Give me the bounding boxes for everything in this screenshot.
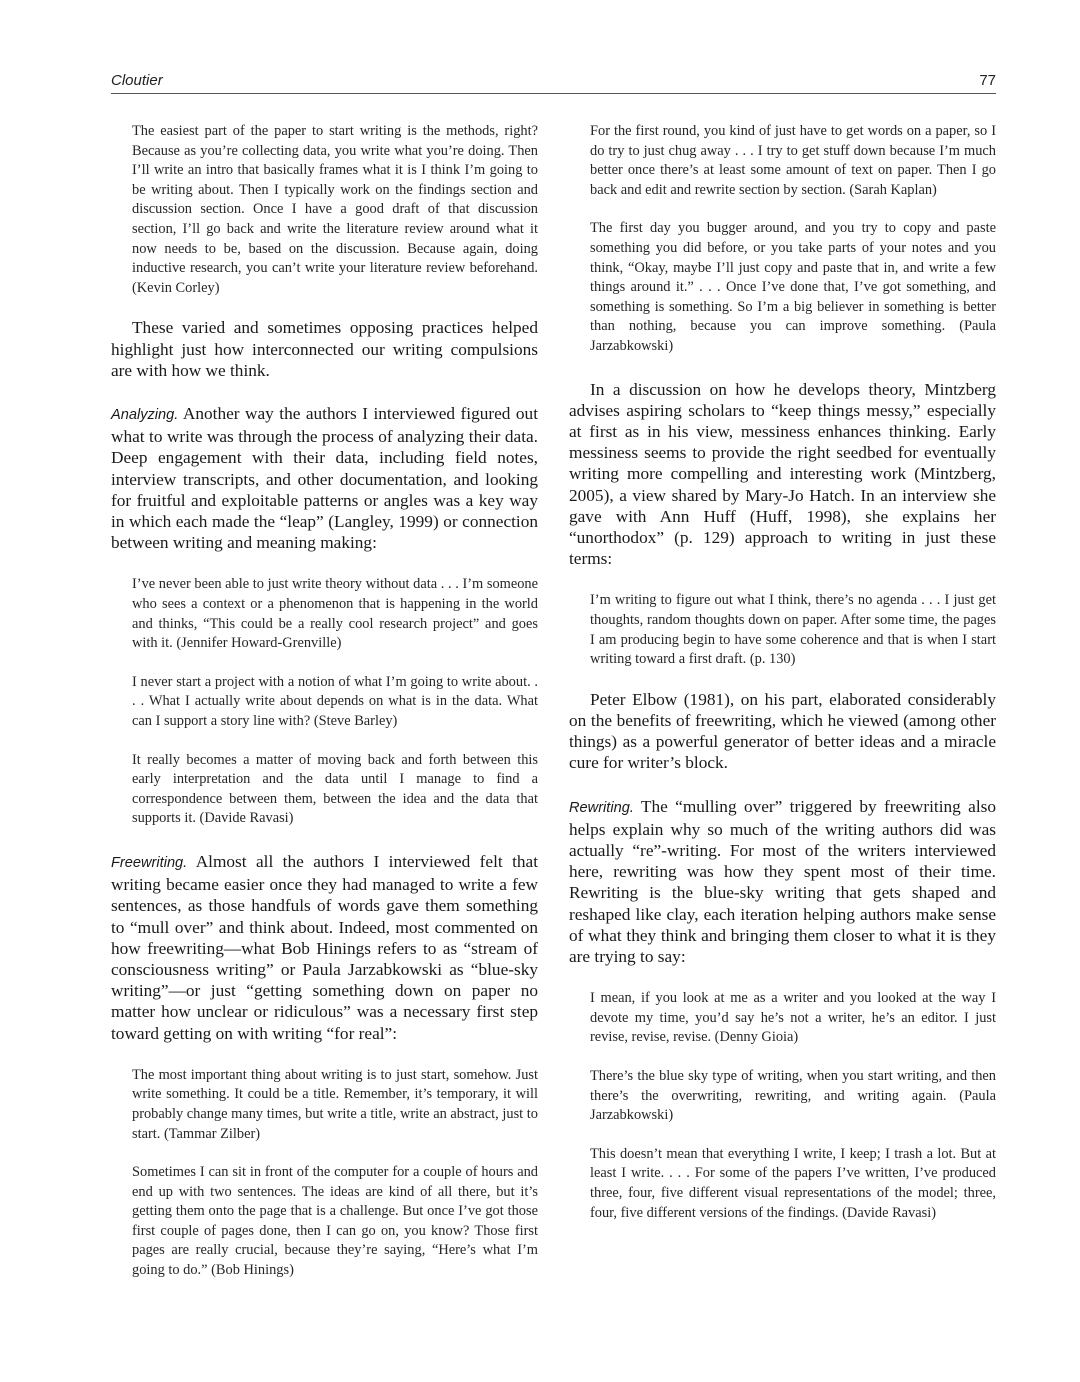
body-paragraph-elbow: Peter Elbow (1981), on his part, elaborated considerably on the benefits of freewriting, which he viewed (among other things) as a powerful generator of better ideas and a miracle cure for writer’s block. [569,689,996,773]
block-quote-ravasi-2: This doesn’t mean that everything I write, I keep; I trash a lot. But at least I write. . . . For some of the papers I’ve written, I’ve produced three, four, five different visual representations of the model; three, four, five different versions of the findings. (Davide Ravasi) [590,1145,996,1221]
block-quote-jarzabkowski-2: There’s the blue sky type of writing, when you start writing, and then there’s the overwriting, rewriting, and writing again. (Paula Jarzabkowski) [590,1067,996,1124]
body-paragraph-rewriting: The “mulling over” triggered by freewriting also helps explain why so much of the writing authors did was actually “re”-writing. For most of the writers interviewed here, rewriting was how they spent most of their time. Rewriting is the blue-sky writing that gets shaped and reshaped like clay, each iteration helping authors make sense of what they think and bringing them closer to what it is they are trying to say: [569,796,996,966]
block-quote-gioia: I mean, if you look at me as a writer and you looked at the way I devote my time, you’d say he’s not a writer, he’s an editor. I just revise, revise, revise. (Denny Gioia) [590,990,996,1046]
runin-heading-analyzing: Analyzing. [111,406,179,423]
section-analyzing [111,403,538,553]
body-paragraph-analyzing: Another way the authors I interviewed figured out what to write was through the process of analyzing their data. Deep engagement with their data, including field notes, interview transcripts, and other documentation, and looking for fruitful and exploitable patterns or angles was a key way in which each made the “leap” (Langley, 1999) or connection between writing and meaning making: [111,403,538,553]
block-quote-corley: The easiest part of the paper to start writing is the methods, right? Because as you’re collecting data, you write what you’re doing. Then I’ll write an intro that basically frames what it is I think I’m going to be writing about. Then I typically work on the findings section and discussion section. Once I have a good draft of that discussion section, I’ll go back and write the literature review around what it now needs to be, based on the discussion. Because again, doing inductive research, you can’t write your literature review beforehand. (Kevin Corley) [132,123,538,296]
body-paragraph-practices: These varied and sometimes opposing practices helped highlight just how interconnected our writing compulsions are with how we think. [111,318,538,380]
block-quote-hatch: I’m writing to figure out what I think, there’s no agenda . . . I just get thoughts, random thoughts down on paper. After some time, the pages I am producing begin to have some coherence and that is when I start writing toward a first draft. (p. 130) [590,592,996,668]
body-paragraph-freewriting: Almost all the authors I interviewed felt that writing became easier once they had managed to write a few sentences, as those handfuls of words gave them something to “mull over” and think about. Indeed, most commented on how freewriting—what Bob Hinings refers to as “stream of consciousness writing” or Paula Jarzabkowski as “blue-sky writing”—or just “getting something down on paper no matter how unclear or ridiculous” was a necessary first step toward getting on with writing “for real”: [111,851,538,1043]
page-number: 77 [979,72,996,89]
block-quote-hinings: Sometimes I can sit in front of the computer for a couple of hours and end up with two sentences. The ideas are kind of all there, but it’s getting them onto the page that is a challenge. But once I’ve got those first couple of pages done, then I can go on, you know? Those first pages are really crucial, because they’re saying, “Here’s what I’m going to do.” (Bob Hinings) [132,1164,538,1279]
left-column [111,122,538,1281]
section-freewriting [111,851,538,1044]
right-column [569,122,996,1223]
running-header [111,70,996,94]
block-quote-ravasi-1: It really becomes a matter of moving back and forth between this early interpretation and the data until I manage to find a correspondence between them, between the idea and the data that supports it. (Davide Ravasi) [132,751,538,827]
runin-heading-freewriting: Freewriting. [111,854,188,871]
body-paragraph-mintzberg: In a discussion on how he develops theory, Mintzberg advises aspiring scholars to “keep things messy,” especially at first as in his view, messiness enhances thinking. Early messiness seems to provide the right seedbed for eventually writing more compelling and interesting work (Mintzberg, 2005), a view shared by Mary-Jo Hatch. In an interview she gave with Ann Huff (Huff, 1998), she explains her “unorthodox” (p. 129) approach to writing in just these terms: [569,379,996,569]
runin-heading-rewriting: Rewriting. [569,799,634,816]
block-quote-kaplan: For the first round, you kind of just have to get words on a paper, so I do try to just chug away . . . I try to get stuff down because I’m much better once there’s at least some amount of text on paper. Then I go back and edit and rewrite section by section. (Sarah Kaplan) [590,123,996,198]
block-quote-howard-grenville: I’ve never been able to just write theory without data . . . I’m someone who sees a context or a phenomenon that is happening in the world and thinks, “This could be a really cool research project” and goes with it. (Jennifer Howard-Grenville) [132,576,538,652]
block-quote-jarzabkowski-1: The first day you bugger around, and you try to copy and paste something you did before, or you take parts of your notes and you think, “Okay, maybe I’ll just copy and paste that in, and write a few things around it.” . . . Once I’ve done that, I’ve got something, and something is something. So I’m a big believer in something is better than nothing, because you can improve something. (Paula Jarzabkowski) [590,220,996,354]
running-head-author: Cloutier [111,72,163,89]
block-quote-zilber: The most important thing about writing is to just start, somehow. Just write something. It could be a title. Remember, it’s temporary, it will probably change many times, but write a title, write an abstract, just to start. (Tammar Zilber) [132,1066,538,1142]
section-rewriting [569,796,996,968]
block-quote-barley: I never start a project with a notion of what I’m going to write about. . . . What I actually write about depends on what is in the data. What can I support a story line with? (Steve Barley) [132,673,538,729]
